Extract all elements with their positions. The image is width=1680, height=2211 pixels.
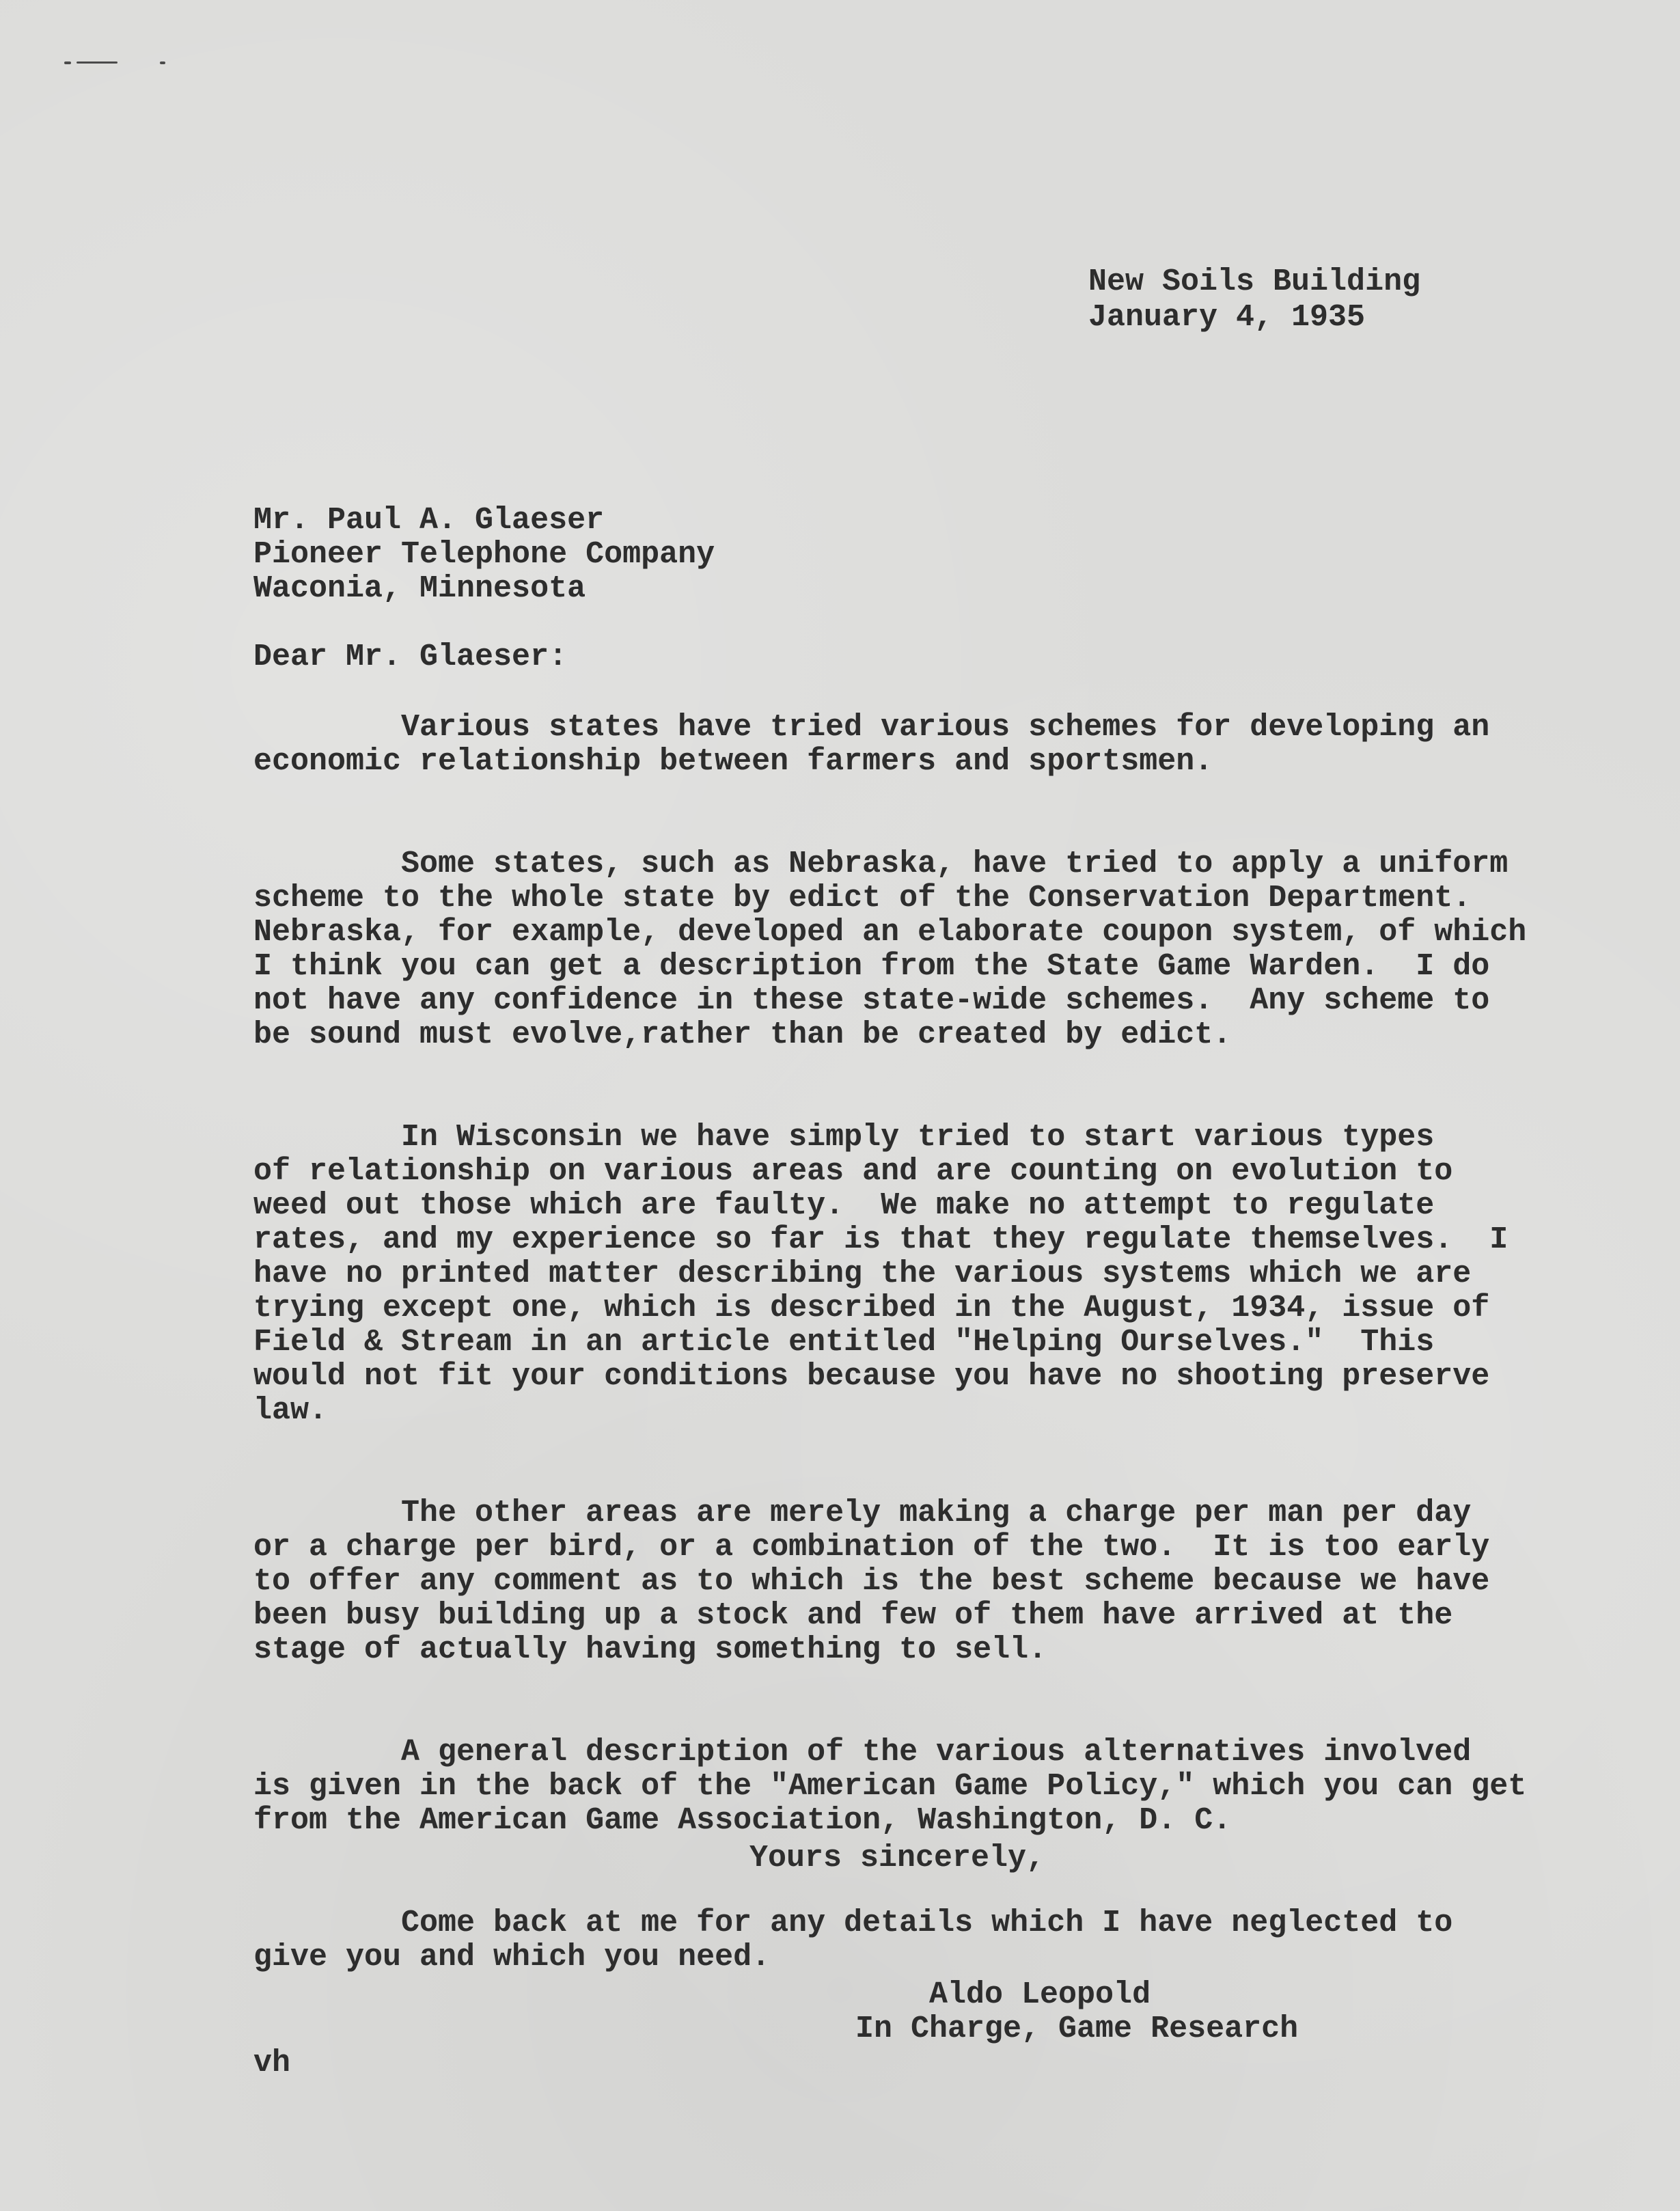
signer-name: Aldo Leopold: [855, 1977, 1151, 2012]
body-paragraph-5: A general description of the various alternatives involved is given in the back of the "American Game Policy," which you can get from the American Game Association, Washington, D. C.: [253, 1735, 1527, 1838]
recipient-address: [253, 504, 715, 606]
typist-initials: vh: [253, 2046, 291, 2080]
complimentary-closing: Yours sincerely,: [749, 1841, 1045, 1876]
corner-ink-mark: [64, 61, 167, 68]
recipient-company: Pioneer Telephone Company: [253, 537, 715, 572]
recipient-name: Mr. Paul A. Glaeser: [253, 503, 605, 538]
body-paragraph-2: Some states, such as Nebraska, have tried to apply a uniform scheme to the whole state by edict of the Conservation Department. Nebraska, for example, developed an elaborate coupon system, of which I think you can get a description from the State Game Warden. I do not have any confidence in these state-wide schemes. Any scheme to be sound must evolve,rather than be created by edict.: [253, 847, 1527, 1052]
letterhead-address-date: [1088, 264, 1420, 335]
body-paragraph-4: The other areas are merely making a charge per man per day or a charge per bird, or a combination of the two. It is too early to offer any comment as to which is the best scheme because we have been busy building up a stock and few of them have arrived at the stage of actually having something to sell.: [253, 1496, 1490, 1667]
recipient-location: Waconia, Minnesota: [253, 571, 586, 606]
body-paragraph-6: Come back at me for any details which I have neglected to give you and which you need.: [253, 1906, 1453, 1975]
letterhead-building: New Soils Building: [1088, 264, 1421, 299]
letter-date: January 4, 1935: [1088, 300, 1366, 335]
body-paragraph-3: In Wisconsin we have simply tried to start various types of relationship on various areas and are counting on evolution to weed out those which are faulty. We make no attempt to regulate rates, and my experience so far is that they regulate themselves. I have no printed matter describing the various systems which we are trying except one, which is described in the August, 1934, issue of Field & Stream in an article entitled "Helping Ourselves." This would not fit your conditions because you have no shooting preserve law.: [253, 1120, 1509, 1428]
signature-block: [855, 1978, 1298, 2046]
signer-title: In Charge, Game Research: [855, 2011, 1299, 2046]
body-paragraph-1: Various states have tried various schemes for developing an economic relationship between farmers and sportsmen.: [253, 710, 1490, 779]
salutation: Dear Mr. Glaeser:: [253, 640, 568, 674]
